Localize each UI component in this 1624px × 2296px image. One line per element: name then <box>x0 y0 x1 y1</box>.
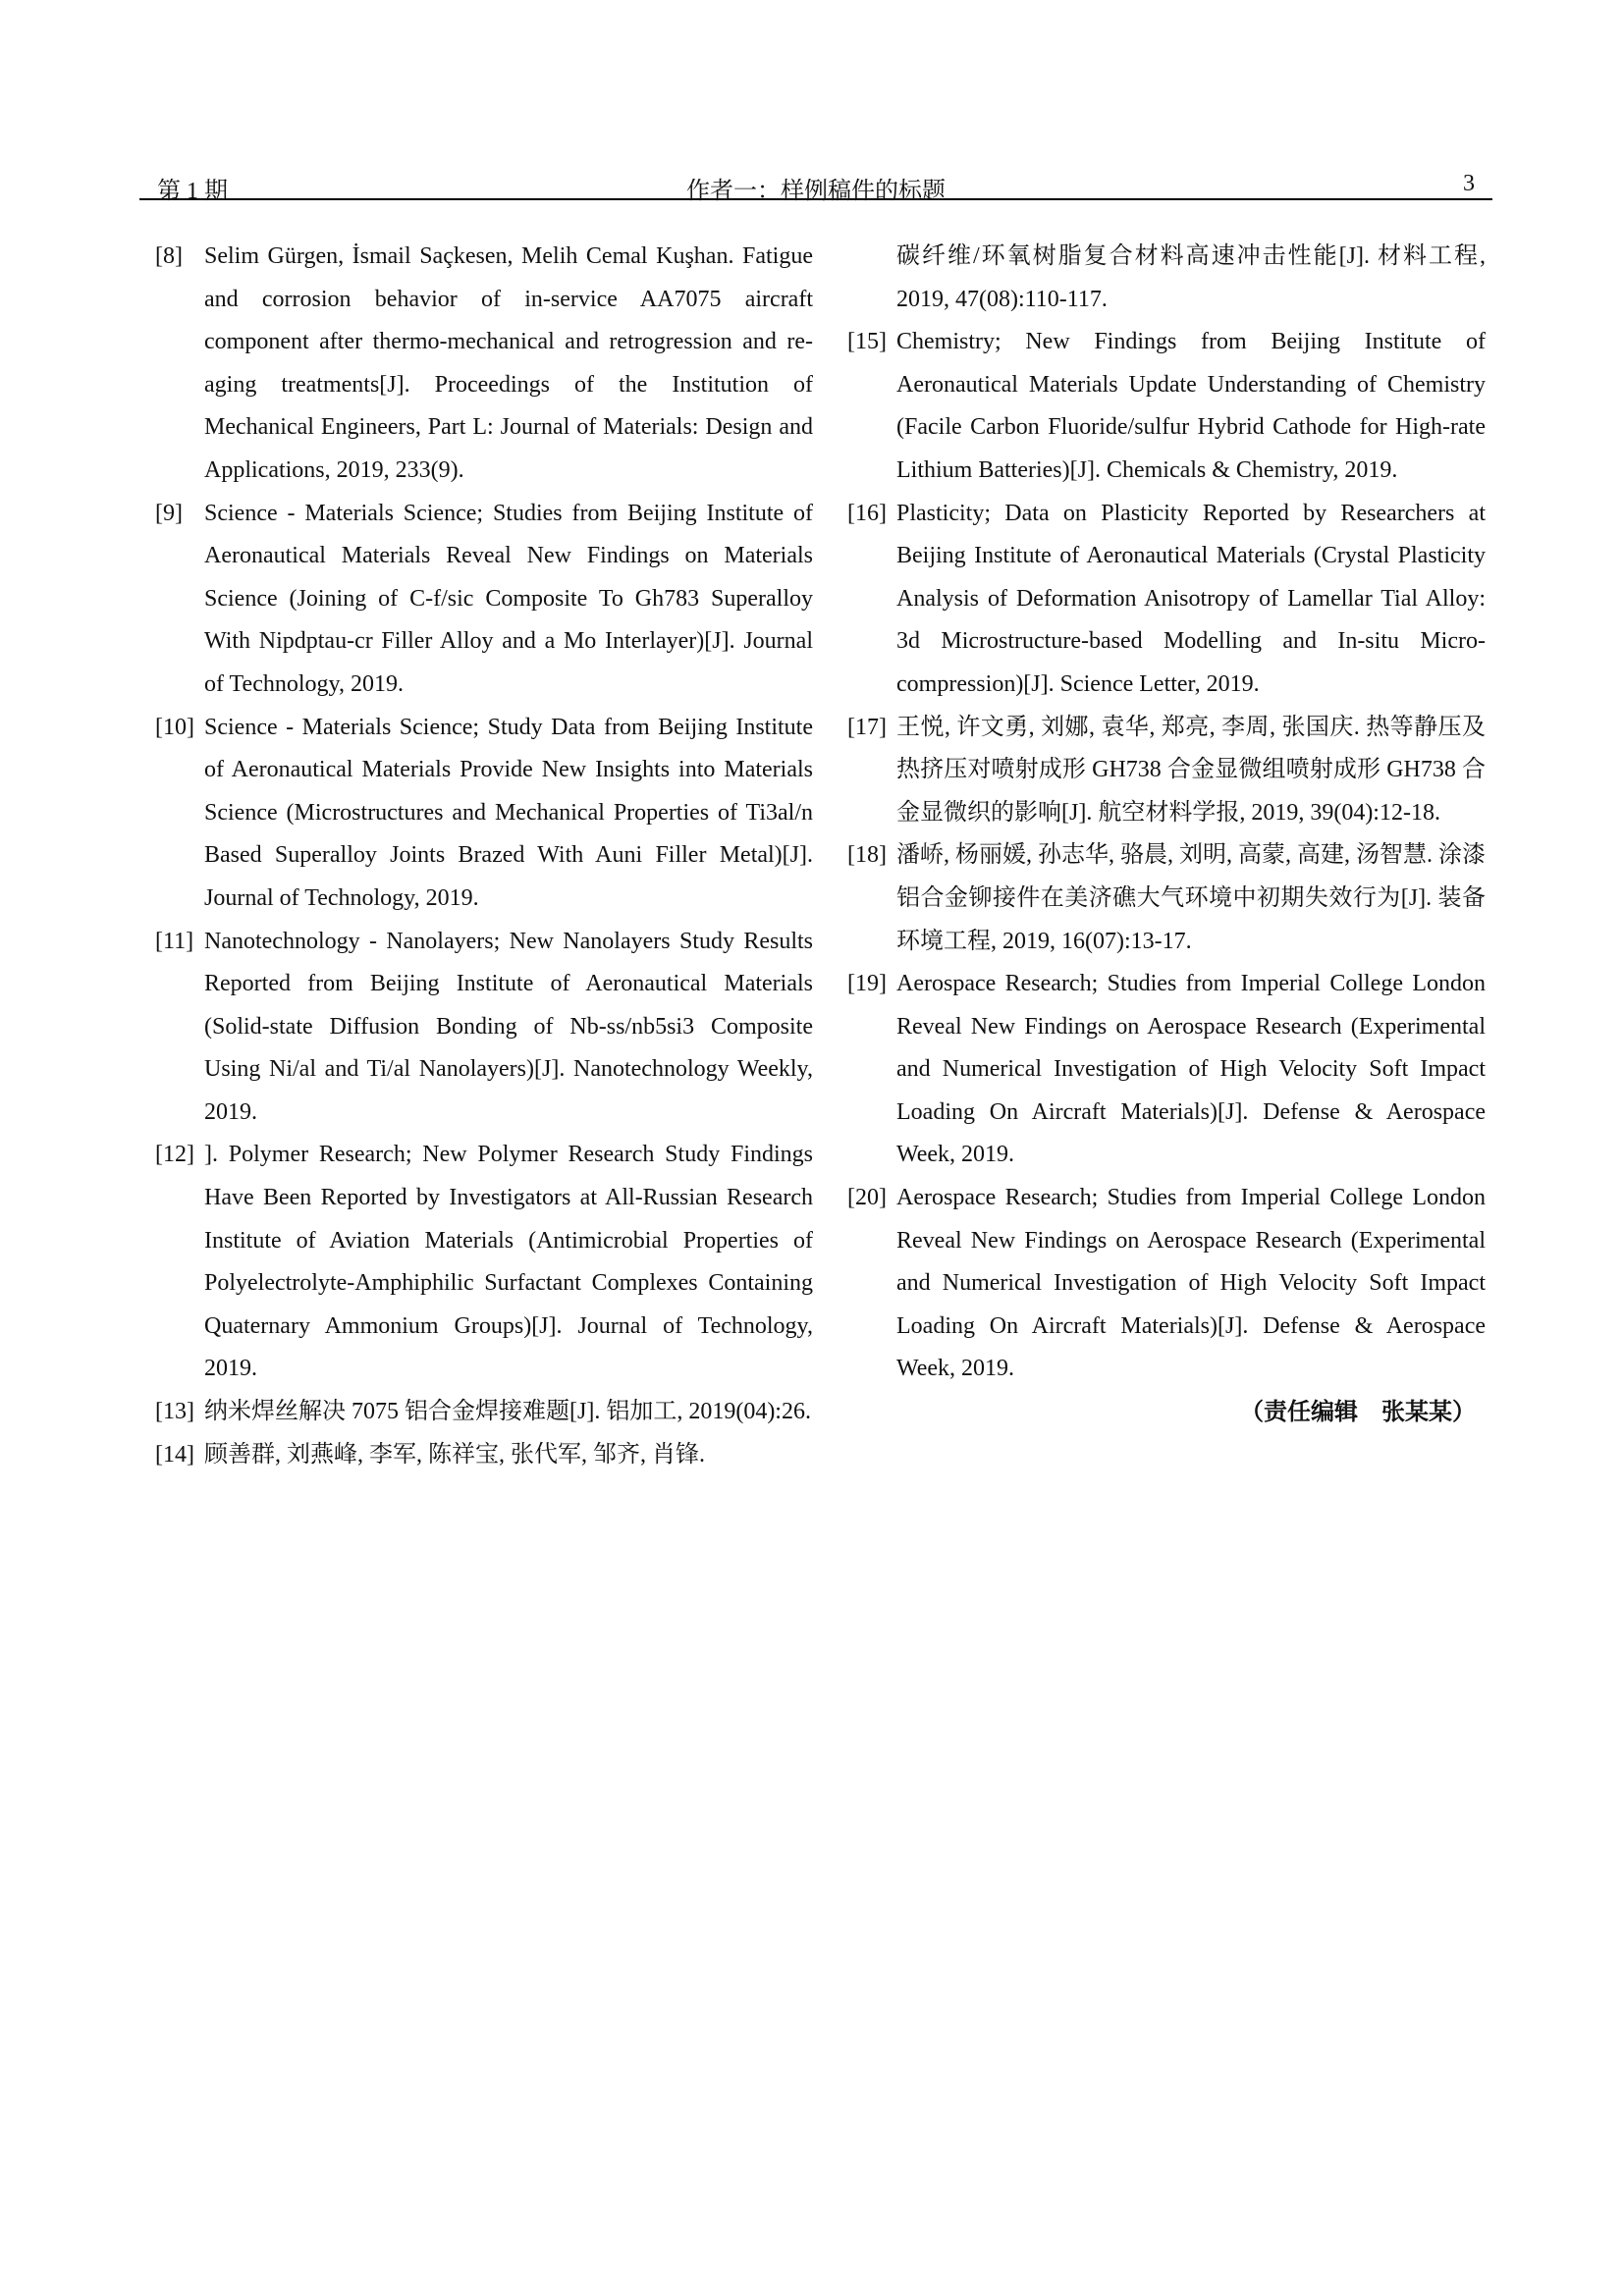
reference-text: Science - Materials Science; Studies from Beijing Institute of Aeronautical Materials Reveal New Findings on Materials Science (Joining of C-f/sic Composite To Gh783 Superalloy With Nipdptau-cr Filler Alloy and a Mo Interlayer)[J]. Journal of Technology, 2019. <box>204 500 813 697</box>
reference-text: Aerospace Research; Studies from Imperial College London Reveal New Findings on Aerospace Research (Experimental and Numerical Investigation of High Velocity Soft Impact Loading On Aircraft Materials)[J]. Defense & Aerospace Week, 2019. <box>896 1185 1486 1382</box>
reference-number: [15] <box>847 329 887 355</box>
reference-item <box>155 1391 813 1434</box>
reference-number: [19] <box>847 971 887 997</box>
reference-text: 王悦, 许文勇, 刘娜, 袁华, 郑亮, 李周, 张国庆. 热等静压及热挤压对喷射成形 GH738 合金显微组喷射成形 GH738 合金显微织的影响[J]. 航空材料学报, 2019, 39(04):12-18. <box>896 714 1486 826</box>
reference-text: Aerospace Research; Studies from Imperial College London Reveal New Findings on Aerospace Research (Experimental and Numerical Investigation of High Velocity Soft Impact Loading On Aircraft Materials)[J]. Defense & Aerospace Week, 2019. <box>896 971 1486 1168</box>
reference-continuation: 碳纤维/环氧树脂复合材料高速冲击性能[J]. 材料工程, 2019, 47(08):110-117. <box>896 243 1486 312</box>
reference-item <box>847 1177 1486 1391</box>
reference-text: Science - Materials Science; Study Data from Beijing Institute of Aeronautical Materials Provide New Insights into Materials Science (Microstructures and Mechanical Properties of Ti3al/n Based Superalloy Joints Brazed With Auni Filler Metal)[J]. Journal of Technology, 2019. <box>204 714 813 911</box>
reference-item <box>155 1134 813 1391</box>
reference-item <box>155 236 813 493</box>
reference-number: [8] <box>155 243 183 269</box>
reference-number: [11] <box>155 928 194 954</box>
reference-item <box>847 707 1486 835</box>
reference-text: ]. Polymer Research; New Polymer Research Study Findings Have Been Reported by Investigators at All-Russian Research Institute of Aviation Materials (Antimicrobial Properties of Polyelectrolyte-Amphiphilic Surfactant Complexes Containing Quaternary Ammonium Groups)[J]. Journal of Technology, 2019. <box>204 1142 813 1382</box>
reference-number: [10] <box>155 714 194 740</box>
page-number: 3 <box>1463 171 1475 196</box>
reference-text: 潘峤, 杨丽媛, 孙志华, 骆晨, 刘明, 高蒙, 高建, 汤智慧. 涂漆铝合金铆接件在美济礁大气环境中初期失效行为[J]. 装备环境工程, 2019, 16(07):13-17. <box>896 842 1486 954</box>
reference-number: [9] <box>155 500 183 526</box>
reference-number: [17] <box>847 714 887 740</box>
reference-text: Nanotechnology - Nanolayers; New Nanolayers Study Results Reported from Beijing Institute of Aeronautical Materials (Solid-state Diffusion Bonding of Nb-ss/nb5si3 Composite Using Ni/al and Ti/al Nanolayers)[J]. Nanotechnology Weekly, 2019. <box>204 928 813 1125</box>
reference-text: Chemistry; New Findings from Beijing Institute of Aeronautical Materials Update Understanding of Chemistry (Facile Carbon Fluoride/sulfur Hybrid Cathode for High-rate Lithium Batteries)[J]. Chemicals & Chemistry, 2019. <box>896 329 1486 483</box>
reference-number: [12] <box>155 1142 194 1168</box>
reference-number: [14] <box>155 1441 194 1468</box>
page-header <box>139 171 1492 204</box>
reference-item <box>847 963 1486 1177</box>
issue-label: 第 1 期 <box>157 179 228 204</box>
running-title: 作者一：样例稿件的标题 <box>686 179 946 204</box>
responsible-editor: （责任编辑 张某某） <box>1240 1398 1476 1426</box>
reference-number: [16] <box>847 500 887 526</box>
reference-number: [20] <box>847 1185 887 1211</box>
reference-text: 顾善群, 刘燕峰, 李军, 陈祥宝, 张代军, 邹齐, 肖锋. <box>204 1441 705 1468</box>
reference-text: Selim Gürgen, İsmail Saçkesen, Melih Cemal Kuşhan. Fatigue and corrosion behavior of in-service AA7075 aircraft component after thermo-mechanical and retrogression and re-aging treatments[J]. Proceedings of the Institution of Mechanical Engineers, Part L: Journal of Materials: Design and Applications, 2019, 233(9). <box>204 243 813 483</box>
reference-item <box>155 1434 813 1477</box>
reference-item <box>155 707 813 921</box>
reference-item <box>847 493 1486 707</box>
reference-text: Plasticity; Data on Plasticity Reported by Researchers at Beijing Institute of Aeronautical Materials (Crystal Plasticity Analysis of Deformation Anisotropy of Lamellar Tial Alloy: 3d Microstructure-based Modelling and In-situ Micro-compression)[J]. Science Letter, 2019. <box>896 500 1486 697</box>
reference-item <box>155 921 813 1135</box>
reference-text: 纳米焊丝解决 7075 铝合金焊接难题[J]. 铝加工, 2019(04):26. <box>204 1399 811 1425</box>
reference-item <box>847 834 1486 963</box>
reference-number: [13] <box>155 1399 194 1425</box>
reference-item <box>155 493 813 707</box>
reference-item <box>847 321 1486 492</box>
left-reference-column <box>155 236 813 1476</box>
right-reference-column <box>847 236 1486 1434</box>
reference-number: [18] <box>847 842 887 869</box>
